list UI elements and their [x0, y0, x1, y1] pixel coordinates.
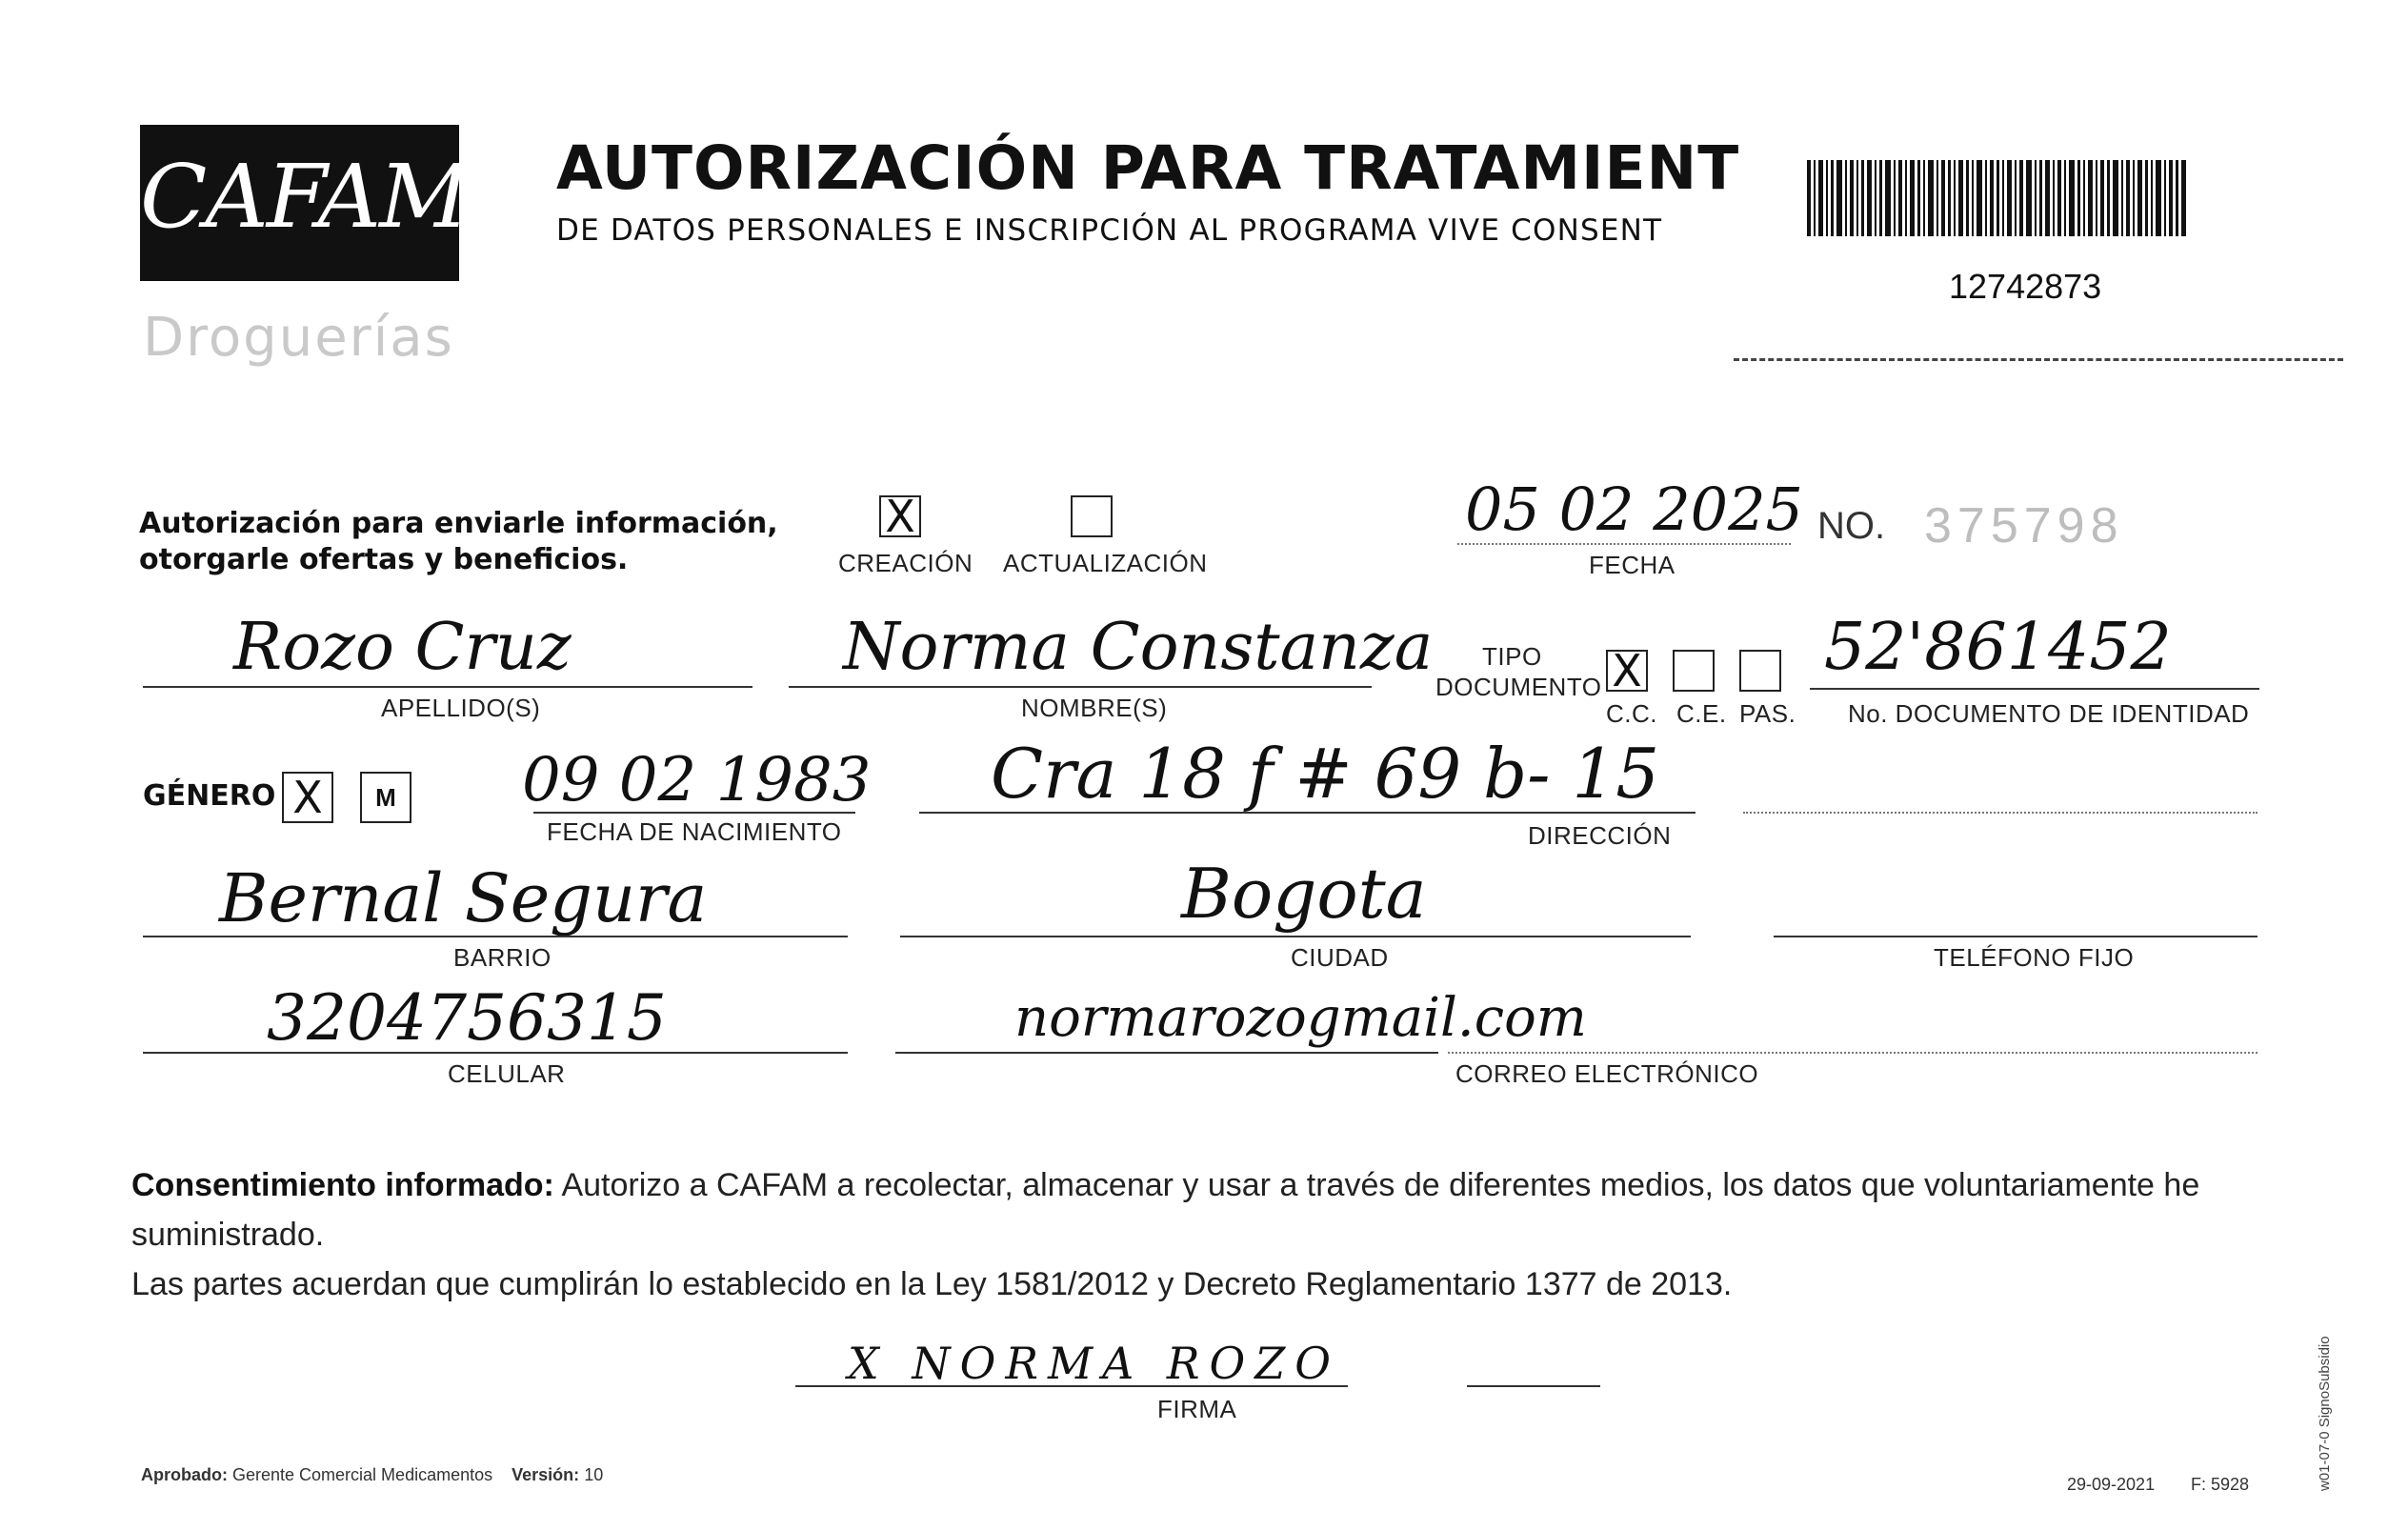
nacimiento-line [533, 812, 855, 814]
barcode-number: 12742873 [1949, 267, 2102, 306]
authorization-line-1: Autorización para enviarle información, [139, 507, 778, 540]
no-value: 375798 [1924, 498, 2124, 554]
celular-label: CELULAR [448, 1059, 566, 1088]
side-vertical-text: w01-07-0 SignoSubsidio [2317, 1336, 2333, 1491]
cc-label: C.C. [1606, 699, 1657, 728]
ciudad-line [900, 936, 1691, 937]
nombre-value: Norma Constanza [843, 610, 1434, 685]
direccion-line [919, 812, 1696, 814]
nacimiento-value: 09 02 1983 [522, 745, 872, 816]
direccion-line-2 [1743, 812, 2258, 814]
ce-label: C.E. [1676, 699, 1727, 728]
ciudad-value: Bogota [1181, 854, 1427, 934]
ce-checkbox[interactable] [1673, 650, 1715, 692]
documento-label: DOCUMENTO [1435, 673, 1602, 701]
nombre-label: NOMBRE(S) [1021, 694, 1168, 722]
firma-label: FIRMA [1157, 1395, 1237, 1423]
documento-line [1810, 688, 2259, 690]
footer-code: F: 5928 [2191, 1475, 2250, 1494]
footer-date: 29-09-2021 [2067, 1475, 2156, 1494]
documento-number-label: No. DOCUMENTO DE IDENTIDAD [1848, 699, 2250, 728]
barrio-line [143, 936, 848, 937]
barrio-value: Bernal Segura [219, 859, 708, 937]
celular-line [143, 1052, 848, 1054]
cafam-logo [140, 125, 468, 281]
fecha-label: FECHA [1589, 551, 1676, 579]
genero-m-checkbox[interactable]: M [360, 772, 411, 823]
consent-heading: Consentimiento informado: [131, 1167, 554, 1203]
correo-label: CORREO ELECTRÓNICO [1455, 1059, 1759, 1088]
pas-label: PAS. [1739, 699, 1796, 728]
aprobado-label: Aprobado: [141, 1465, 228, 1484]
direccion-value: Cra 18 f # 69 b- 15 [991, 734, 1659, 814]
direccion-label: DIRECCIÓN [1528, 821, 1672, 850]
celular-value: 3204756315 [267, 981, 667, 1055]
logo-text: CAFAM [140, 146, 468, 248]
creacion-checkbox[interactable]: X [879, 495, 921, 537]
correo-line [895, 1052, 1438, 1054]
actualizacion-label: ACTUALIZACIÓN [1003, 549, 1208, 577]
genero-label: GÉNERO [143, 779, 276, 813]
form-subtitle: DE DATOS PERSONALES E INSCRIPCIÓN AL PROGRAMA VIVE CONSENT [556, 213, 1663, 248]
barrio-label: BARRIO [453, 943, 552, 972]
nombre-line [789, 686, 1372, 688]
creacion-label: CREACIÓN [838, 549, 973, 577]
correo-value: normarozogmail.com [1014, 987, 1587, 1049]
apellido-line [143, 686, 752, 688]
apellido-value: Rozo Cruz [233, 610, 572, 685]
footer-left [141, 1465, 603, 1485]
tipo-label: TIPO [1482, 642, 1542, 671]
actualizacion-checkbox[interactable] [1071, 495, 1113, 537]
consent-text-2: Las partes acuerdan que cumplirán lo establecido en la Ley 1581/2012 y Decreto Reglamentario 1377 de 2013. [131, 1266, 1733, 1302]
no-label: NO. [1817, 505, 1886, 547]
telefono-label: TELÉFONO FIJO [1934, 943, 2135, 972]
signature-value: X NORMA ROZO [848, 1338, 1340, 1389]
form-title: AUTORIZACIÓN PARA TRATAMIENT [556, 133, 1740, 203]
pas-checkbox[interactable] [1739, 650, 1781, 692]
correo-line-2 [1448, 1052, 2258, 1054]
signature-line [795, 1385, 1348, 1387]
authorization-line-2: otorgarle ofertas y beneficios. [139, 543, 629, 576]
documento-value: 52'861452 [1824, 610, 2172, 685]
logo-subtext: Droguerías [143, 307, 454, 369]
dashed-divider [1734, 358, 2343, 361]
version-label: Versión: [512, 1465, 580, 1484]
consent-text-1: Autorizo a CAFAM a recolectar, almacenar y usar a través de diferentes medios, los datos que voluntariamente he suministrado. [131, 1167, 2200, 1253]
ciudad-label: CIUDAD [1291, 943, 1389, 972]
fecha-line [1457, 543, 1791, 545]
barcode-icon [1807, 160, 2188, 248]
fecha-value: 05 02 2025 [1465, 474, 1803, 544]
nacimiento-label: FECHA DE NACIMIENTO [547, 817, 842, 846]
cc-checkbox[interactable]: X [1606, 650, 1648, 692]
genero-f-checkbox[interactable]: X [282, 772, 333, 823]
apellido-label: APELLIDO(S) [381, 694, 541, 722]
consent-paragraph [131, 1160, 2284, 1309]
aprobado-value: Gerente Comercial Medicamentos [232, 1465, 493, 1484]
version-value: 10 [584, 1465, 604, 1484]
signature-line-2 [1467, 1385, 1600, 1387]
telefono-line [1774, 936, 2258, 937]
